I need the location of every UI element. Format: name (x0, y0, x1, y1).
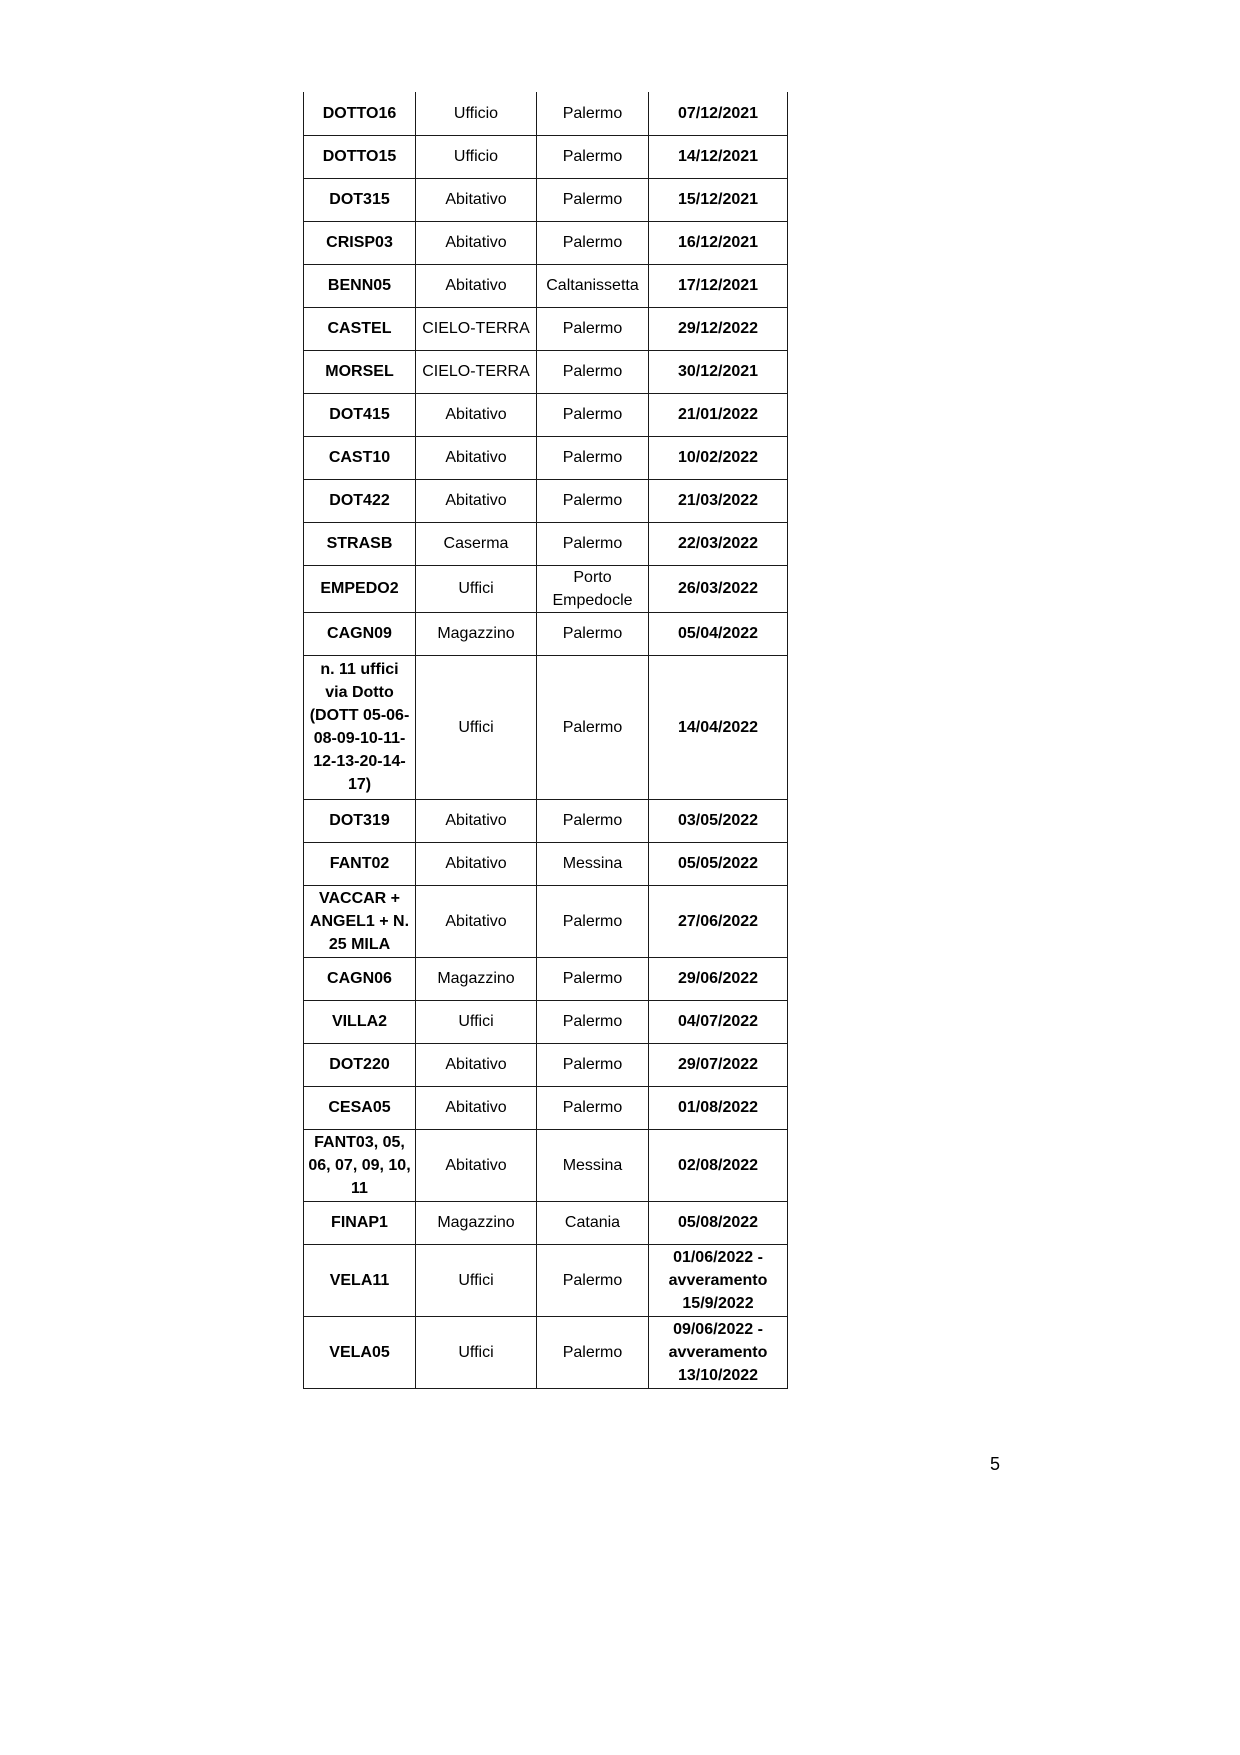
property-city-cell: Palermo (537, 1086, 649, 1129)
table-row (304, 221, 788, 264)
property-city-cell: Palermo (537, 1043, 649, 1086)
table-row (304, 655, 788, 799)
property-city-cell: Messina (537, 1129, 649, 1201)
property-code-cell: CAGN06 (304, 957, 416, 1000)
property-city-cell: Palermo (537, 178, 649, 221)
property-type-cell: Magazzino (416, 612, 537, 655)
table-row (304, 842, 788, 885)
property-date-cell: 14/12/2021 (649, 135, 788, 178)
property-type-cell: Magazzino (416, 1201, 537, 1244)
property-type-cell: Abitativo (416, 393, 537, 436)
property-type-cell: Uffici (416, 565, 537, 612)
property-type-cell: Abitativo (416, 842, 537, 885)
property-date-cell: 29/06/2022 (649, 957, 788, 1000)
property-code-cell: CRISP03 (304, 221, 416, 264)
property-type-cell: Uffici (416, 1000, 537, 1043)
property-code-cell: DOT315 (304, 178, 416, 221)
property-date-cell: 04/07/2022 (649, 1000, 788, 1043)
page-number: 5 (990, 1454, 1001, 1474)
table-row (304, 92, 788, 135)
property-city-cell: Palermo (537, 1316, 649, 1388)
property-city-cell: Catania (537, 1201, 649, 1244)
property-code-cell: FANT03, 05, 06, 07, 09, 10, 11 (304, 1129, 416, 1201)
property-code-cell: VELA11 (304, 1244, 416, 1316)
property-type-cell: Abitativo (416, 1129, 537, 1201)
table-row (304, 436, 788, 479)
property-city-cell: Porto Empedocle (537, 565, 649, 612)
property-date-cell: 09/06/2022 - avveramento 13/10/2022 (649, 1316, 788, 1388)
property-code-cell: VILLA2 (304, 1000, 416, 1043)
table-row (304, 957, 788, 1000)
property-code-cell: DOT220 (304, 1043, 416, 1086)
property-code-cell: DOT319 (304, 799, 416, 842)
table-row (304, 1316, 788, 1388)
table-row (304, 565, 788, 612)
property-type-cell: Uffici (416, 1244, 537, 1316)
table-row (304, 307, 788, 350)
property-type-cell: Abitativo (416, 436, 537, 479)
property-code-cell: DOT422 (304, 479, 416, 522)
property-code-cell: VELA05 (304, 1316, 416, 1388)
property-table (303, 92, 788, 1389)
property-date-cell: 05/08/2022 (649, 1201, 788, 1244)
property-date-cell: 17/12/2021 (649, 264, 788, 307)
property-city-cell: Palermo (537, 1000, 649, 1043)
table-row (304, 479, 788, 522)
property-city-cell: Palermo (537, 885, 649, 957)
table-row (304, 1043, 788, 1086)
property-city-cell: Palermo (537, 655, 649, 799)
table-row (304, 1244, 788, 1316)
property-type-cell: Abitativo (416, 1086, 537, 1129)
property-date-cell: 30/12/2021 (649, 350, 788, 393)
property-code-cell: DOT415 (304, 393, 416, 436)
property-date-cell: 05/04/2022 (649, 612, 788, 655)
property-code-cell: n. 11 uffici via Dotto (DOTT 05-06-08-09-10-11-12-13-20-14-17) (304, 655, 416, 799)
table-row (304, 799, 788, 842)
property-date-cell: 07/12/2021 (649, 92, 788, 135)
property-code-cell: EMPEDO2 (304, 565, 416, 612)
table-row (304, 1086, 788, 1129)
property-city-cell: Palermo (537, 350, 649, 393)
property-type-cell: Abitativo (416, 479, 537, 522)
property-city-cell: Palermo (537, 436, 649, 479)
table-row (304, 393, 788, 436)
property-date-cell: 27/06/2022 (649, 885, 788, 957)
property-type-cell: Caserma (416, 522, 537, 565)
property-city-cell: Messina (537, 842, 649, 885)
table-row (304, 264, 788, 307)
table-row (304, 612, 788, 655)
property-date-cell: 05/05/2022 (649, 842, 788, 885)
property-date-cell: 22/03/2022 (649, 522, 788, 565)
property-city-cell: Palermo (537, 799, 649, 842)
property-date-cell: 01/06/2022 - avveramento 15/9/2022 (649, 1244, 788, 1316)
property-date-cell: 01/08/2022 (649, 1086, 788, 1129)
property-city-cell: Palermo (537, 612, 649, 655)
property-date-cell: 15/12/2021 (649, 178, 788, 221)
property-code-cell: BENN05 (304, 264, 416, 307)
property-city-cell: Caltanissetta (537, 264, 649, 307)
property-type-cell: CIELO-TERRA (416, 307, 537, 350)
property-type-cell: Uffici (416, 655, 537, 799)
property-code-cell: CAST10 (304, 436, 416, 479)
table-row (304, 1201, 788, 1244)
property-type-cell: Magazzino (416, 957, 537, 1000)
table-row (304, 1000, 788, 1043)
property-code-cell: CAGN09 (304, 612, 416, 655)
property-type-cell: CIELO-TERRA (416, 350, 537, 393)
property-type-cell: Abitativo (416, 178, 537, 221)
property-date-cell: 10/02/2022 (649, 436, 788, 479)
property-city-cell: Palermo (537, 221, 649, 264)
property-city-cell: Palermo (537, 522, 649, 565)
property-city-cell: Palermo (537, 957, 649, 1000)
property-code-cell: FANT02 (304, 842, 416, 885)
property-date-cell: 21/01/2022 (649, 393, 788, 436)
property-code-cell: STRASB (304, 522, 416, 565)
table-row (304, 1129, 788, 1201)
table-row (304, 522, 788, 565)
property-date-cell: 03/05/2022 (649, 799, 788, 842)
property-code-cell: DOTTO16 (304, 92, 416, 135)
property-city-cell: Palermo (537, 1244, 649, 1316)
property-type-cell: Abitativo (416, 264, 537, 307)
property-date-cell: 21/03/2022 (649, 479, 788, 522)
property-date-cell: 29/07/2022 (649, 1043, 788, 1086)
table-row (304, 135, 788, 178)
property-date-cell: 29/12/2022 (649, 307, 788, 350)
property-city-cell: Palermo (537, 135, 649, 178)
property-code-cell: DOTTO15 (304, 135, 416, 178)
property-type-cell: Uffici (416, 1316, 537, 1388)
table-row (304, 885, 788, 957)
property-city-cell: Palermo (537, 479, 649, 522)
property-code-cell: CASTEL (304, 307, 416, 350)
property-date-cell: 02/08/2022 (649, 1129, 788, 1201)
property-date-cell: 14/04/2022 (649, 655, 788, 799)
property-code-cell: MORSEL (304, 350, 416, 393)
property-city-cell: Palermo (537, 393, 649, 436)
property-code-cell: VACCAR + ANGEL1 + N. 25 MILA (304, 885, 416, 957)
property-type-cell: Ufficio (416, 135, 537, 178)
property-date-cell: 16/12/2021 (649, 221, 788, 264)
property-city-cell: Palermo (537, 307, 649, 350)
property-type-cell: Ufficio (416, 92, 537, 135)
property-type-cell: Abitativo (416, 221, 537, 264)
property-city-cell: Palermo (537, 92, 649, 135)
property-type-cell: Abitativo (416, 1043, 537, 1086)
table-row (304, 178, 788, 221)
property-type-cell: Abitativo (416, 885, 537, 957)
property-date-cell: 26/03/2022 (649, 565, 788, 612)
property-code-cell: CESA05 (304, 1086, 416, 1129)
table-row (304, 350, 788, 393)
property-type-cell: Abitativo (416, 799, 537, 842)
property-code-cell: FINAP1 (304, 1201, 416, 1244)
